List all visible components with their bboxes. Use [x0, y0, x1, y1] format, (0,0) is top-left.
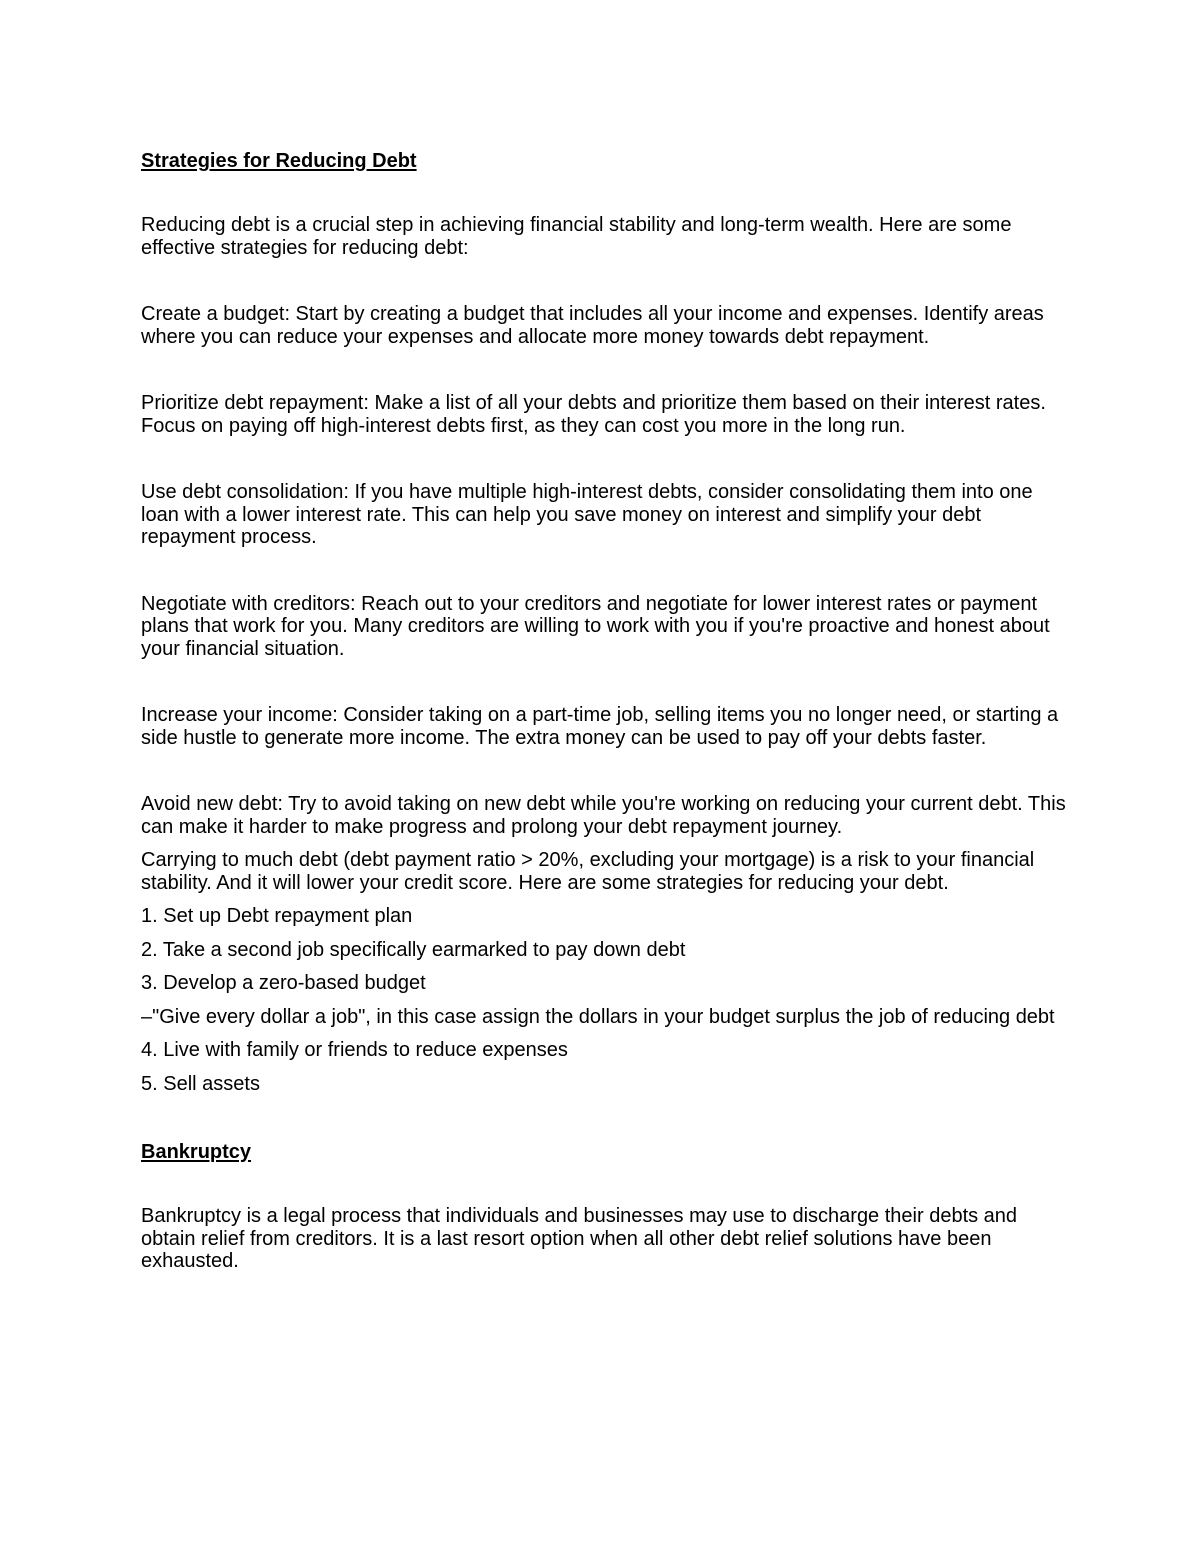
list-item: 5. Sell assets	[141, 1072, 260, 1095]
section-heading-strategies: Strategies for Reducing Debt	[141, 150, 417, 172]
list-item: 3. Develop a zero-based budget	[141, 972, 426, 994]
intro-paragraph: Reducing debt is a crucial step in achieving financial stability and long-term wealth. Here are some effective strategies for reducing debt:	[141, 214, 1012, 259]
paragraph-debt-consolidation: Use debt consolidation: If you have multiple high-interest debts, consider consolidating them into one loan with a lower interest rate. This can help you save money on interest and simplify your debt repayment process.	[141, 481, 1033, 548]
paragraph-create-budget: Create a budget: Start by creating a budget that includes all your income and expenses. Identify areas where you can reduce your expenses and allocate more money towards debt repayment.	[141, 303, 1044, 348]
list-item: 4. Live with family or friends to reduce expenses	[141, 1039, 568, 1061]
paragraph-prioritize-repayment: Prioritize debt repayment: Make a list of all your debts and prioritize them based on their interest rates. Focus on paying off high-interest debts first, as they can cost you more in the long run.	[141, 392, 1046, 437]
paragraph-carrying-debt: Carrying to much debt (debt payment ratio > 20%, excluding your mortgage) is a risk to your financial stability. And it will lower your credit score. Here are some strategies for reducing your debt.	[141, 849, 1035, 894]
paragraph-bankruptcy: Bankruptcy is a legal process that individuals and businesses may use to discharge their debts and obtain relief from creditors. It is a last resort option when all other debt relief solutions have been exhausted.	[141, 1205, 1018, 1272]
document-content	[141, 148, 1071, 1273]
list-item: 2. Take a second job specifically earmarked to pay down debt	[141, 938, 686, 961]
list-item: 1. Set up Debt repayment plan	[141, 905, 413, 927]
paragraph-negotiate-creditors: Negotiate with creditors: Reach out to your creditors and negotiate for lower interest rates or payment plans that work for you. Many creditors are willing to work with you if you're proactive and honest about your financial situation.	[141, 592, 1050, 660]
list-item: –"Give every dollar a job", in this case assign the dollars in your budget surplus the job of reducing debt	[141, 1005, 1055, 1028]
paragraph-avoid-new-debt: Avoid new debt: Try to avoid taking on new debt while you're working on reducing your current debt. This can make it harder to make progress and prolong your debt repayment journey.	[141, 793, 1066, 838]
section-heading-bankruptcy: Bankruptcy	[141, 1141, 252, 1163]
paragraph-increase-income: Increase your income: Consider taking on a part-time job, selling items you no longer need, or starting a side hustle to generate more income. The extra money can be used to pay off your debts faster.	[141, 704, 1059, 749]
